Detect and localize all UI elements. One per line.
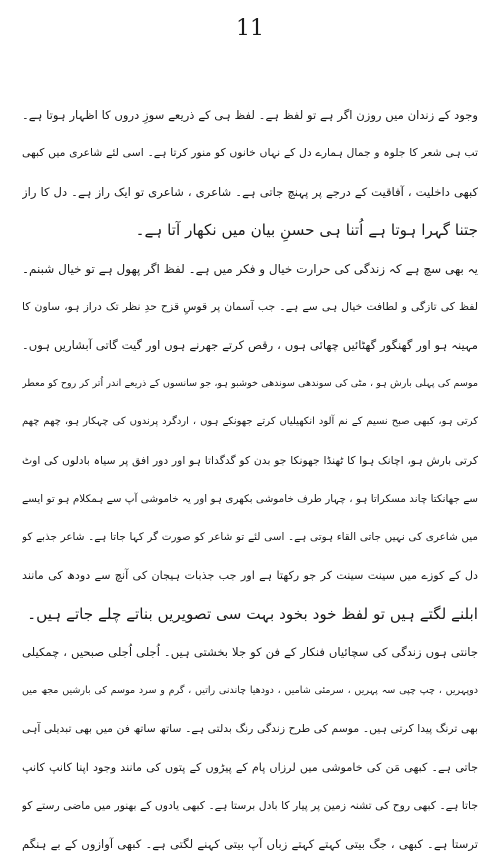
text-line: دل کے کوزے میں سینت سینت کر جو رکھتا ہے اور جب جذبات ہیجان کی آنچ سے دودھ کی مانند [22,568,478,582]
text-line: جتنا گہرا ہوتا ہے اُتنا ہی حسنِ بیان میں نکھار آتا ہے۔ [135,221,478,240]
text-line: جانتی ہوں زندگی کی سچائیاں فنکار کے فن کو جلا بخشتی ہیں۔ اُجلی اُجلی صبحیں ، چمکیلی [22,645,478,660]
urdu-prose-text [22,96,478,864]
text-line: وجود کے زندان میں روزن اگر ہے تو لفظ ہے۔ لفظ ہی کے ذریعے سوزِ دروں کا اظہار ہوتا ہے۔ [22,108,478,122]
text-line: ابلنے لگتے ہیں تو لفظ خود بخود بہت سی تصویریں بناتے چلے جاتے ہیں۔ [27,605,478,624]
text-line: کرتی بارش ہو، اچانک ہوا کا ٹھنڈا جھونکا جو بدن کو گدگداتا ہو اور دور افق پر سیاہ بادلوں کی اوٹ [22,453,478,467]
text-line: مہینہ ہو اور گھنگور گھٹائیں چھائی ہوں ، رقص کرتے جھرنے ہوں اور گیت گاتی آبشاریں ہوں۔ [22,338,478,353]
text-line: کبھی داخلیت ، آفاقیت کے درجے پر پہنچ جاتی ہے۔ شاعری ، شاعری تو ایک راز ہے۔ دل کا راز [22,184,478,199]
text-line: بھی ترنگ پیدا کرتی ہیں۔ موسم کی طرح زندگی رنگ بدلتی ہے۔ ساتھ ساتھ فن میں بھی تبدیلی آہی [22,722,478,736]
text-line: کرتی ہو، کبھی صبح نسیم کے نم آلود انکھیلیاں کرتے جھونکے ہوں ، اردگرد پرندوں کی چہکار ہو، چھم چھم [22,416,478,428]
text-line: یہ بھی سچ ہے کہ زندگی کی حرارت خیال و فکر میں ہے۔ لفظ اگر پھول ہے تو خیال شبنم۔ [22,261,478,276]
page-number: 11 [236,16,264,41]
text-line: لفظ کی تازگی و لطافت خیال ہی سے ہے۔ جب آسمان پر قوسِ قزح حدِ نظر تک دراز ہو، ساون کا [22,299,478,313]
text-line: میں شاعری کی نہیں جاتی القاء ہوتی ہے۔ اسی لئے تو شاعر کو صورت گر کہا جاتا ہے۔ شاعر جذبے کو [22,531,478,544]
text-line: ترستا ہے۔ کبھی ، جگ بیتی کہتے کہتے زباں آپ بیتی کہنے لگتی ہے۔ کبھی آوازوں کے بے ہنگم [22,837,478,852]
text-line: دوپہریں ، چپ چپی سہ پہریں ، سرمئی شامیں ، دودھیا چاندنی راتیں ، گرم و سرد موسم کی بارشیں مجھ میں [22,684,478,696]
text-line: جاتا ہے۔ کبھی روح کی تشنہ زمین پر پیار کا بادل برستا ہے۔ کبھی یادوں کے بھنور میں ماضی رستے کو [22,799,478,813]
text-line: موسم کی پہلی بارش ہو ، مٹی کی سوندھی سوندھی خوشبو ہو، جو سانسوں کے ذریعے اندر اُتر کر روح کو معطر [22,377,478,389]
text-line: تب ہی شعر کا جلوہ و جمال ہمارے دل کے نہاں خانوں کو منور کرتا ہے۔ اسی لئے شاعری میں کبھی [22,146,478,160]
text-line: جاتی ہے۔ کبھی مَن کی خاموشی میں لرزاں پام کے پیڑوں کے پتوں کی مانند وجود اپنا کانپ کانپ [22,760,478,774]
text-line: سے جھانکتا چاند مسکراتا ہو ، چہار طرف خاموشی بکھری ہو اور یہ خاموشی آپ سے ہمکلام ہو تو ایسے [22,492,478,505]
